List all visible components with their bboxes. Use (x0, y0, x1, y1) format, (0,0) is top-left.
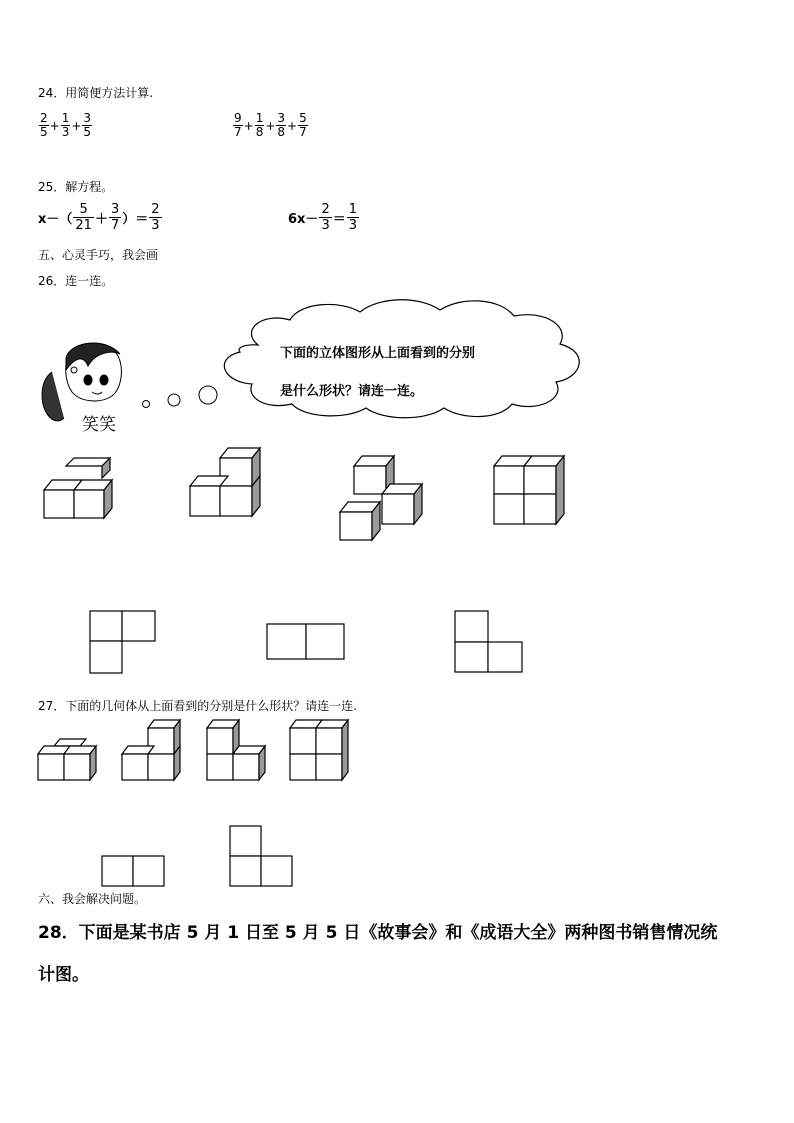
operator: ＋ (94, 212, 108, 227)
q27-solid-4 (290, 720, 348, 780)
q27-top-view-2 (230, 826, 292, 886)
fraction: $\frac{3}{7}$ (110, 202, 120, 233)
bubble-text-line-1: 下面的立体图形从上面看到的分别 (280, 346, 476, 361)
operator: ＝ (332, 212, 346, 227)
fraction: $\frac{1}{3}$ (348, 202, 358, 233)
girl-name-label: 笑笑 (82, 415, 116, 435)
fraction: $\frac{3}{8}$ (277, 111, 286, 139)
fraction: $\frac{2}{3}$ (151, 202, 160, 233)
operator: + (71, 118, 82, 133)
section-6-heading: 六、我会解决问题。 (38, 892, 147, 906)
fraction: $\frac{3}{5}$ (83, 111, 92, 139)
equation-text: ）＝ (122, 212, 149, 227)
section-5-heading: 五、心灵手巧，我会画 (38, 248, 159, 262)
fraction: $\frac{2}{5}$ (40, 111, 48, 139)
operator: + (265, 118, 276, 133)
q27-solid-2 (122, 720, 180, 780)
bubble-text-line-2: 是什么形状？请连一连。 (280, 384, 424, 399)
operator: + (49, 118, 60, 133)
fraction: $\frac{5}{21}$ (75, 202, 92, 233)
operator: + (243, 118, 254, 133)
fraction: $\frac{1}{3}$ (61, 111, 70, 139)
fraction: $\frac{1}{8}$ (255, 111, 264, 139)
q24-title: 24．用简便方法计算. (38, 86, 154, 100)
q27-solid-1 (38, 739, 96, 780)
q27-title: 27．下面的几何体从上面看到的分别是什么形状？请连一连. (38, 699, 358, 713)
q28-text-line-2: 计图。 (38, 965, 89, 985)
equation-text: 6x－ (288, 212, 319, 227)
operator: + (287, 118, 298, 133)
q26-title: 26．连一连。 (38, 274, 114, 288)
q27-solid-3 (207, 720, 265, 780)
equation-text: x－（ (38, 212, 73, 227)
fraction: $\frac{5}{7}$ (299, 111, 307, 139)
fraction: $\frac{9}{7}$ (234, 111, 242, 139)
fraction: $\frac{2}{3}$ (321, 202, 330, 233)
q25-title: 25．解方程。 (38, 180, 114, 194)
q28-text-line-1: 28．下面是某书店 5 月 1 日至 5 月 5 日《故事会》和《成语大全》两种图书销售情况统 (38, 923, 718, 943)
q27-top-view-1 (102, 856, 164, 886)
